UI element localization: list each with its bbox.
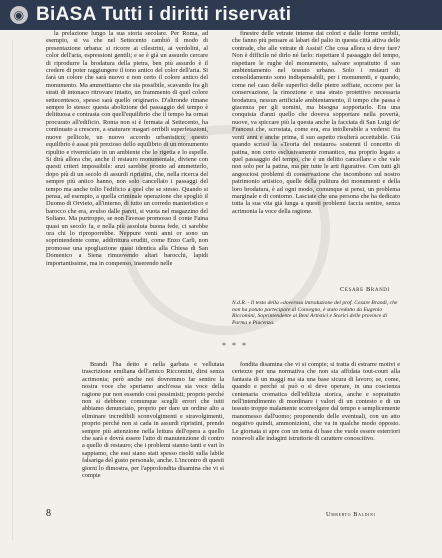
article-column-top-right — [232, 30, 400, 286]
page-gutter-line — [12, 40, 13, 540]
paragraph: la prelazione lungo la sua storia secolare. Per Roma, ad esempio, si va che nel Settecento cambiò il modo di presentazione urbana: si ricorre ai cilestrini, ai verdolini, al color dell'aria, espressioni gentili; e se è già un assurdo cercare di riprodurre la brodatura della pietra, ben più assurdo è il credere di poter raggiungere il tono antico del color dell'aria. Si farà un colore che sarà nuovo e non certo il colore antico del monumento. Ma ammettiamo che sia possibile, scavando fra gli strati di intonaco ritrovare intatto, un frammento di quel colore settecentesco, spesso sarà quello originario. D'altronde rimane sempre lo stesso: questa abolizione del passaggio del tempo è delittuosa e contrasta con quell'equilibrio che il tempo ha ormai procurato all'edificio. Roma non si è fermata al Settecento, ha continuato a crescere, a snaturare magari orribili superfetazioni, nuove pellicole, un nuovo accordo urbanistico; questo equilibrio è assai più prezioso dello equilibrio di un monumento ripulito e rivernicíato in un ambiente che lo rigetta e lo espelle. Si dirà allora che, anche il restauro monumentale, diviene con questi criteri impossibile: anzi sarebbe pronto ad ammetterlo, dopo più di un secolo di assurdi ripristini, che, nella ricerca del sempre più antico hanno, non solo cancellato i passaggi del tempo ma anche tolto l'edificio a quel che se stesso. Quando si pensa, ad esempio, a quella criminale operazione che spogliò il Duomo di Orvieto, all'interno, di tutto un corredo manieristico e barocco che era, avulso dalle pareti, si vuota nel magazzino del Soliano. Ma purtroppo, se non l'avesse promosso il conte Faina quasi un secolo fa, e nella più assoluta buona fede, ci sarebbe ora chi lo riproporrebbe. Neppure venti anni or sono un soprintendente come, addirittura eruditi, come Enzo Carli, non promosse una spogliazione quasi identica alla Chiesa di San Domenico a Siena rimuovendo altari barocchi, lapidi importantissime, ma in compenso, inserendo nelle — [46, 30, 208, 267]
article-column-top-left — [46, 30, 208, 316]
section-ornament: * * * — [222, 341, 248, 350]
banner-text: BiASA Tutti i diritti riservati — [36, 4, 292, 25]
page-number: 8 — [46, 508, 51, 519]
paragraph: Brandi l'ha detto e nella garbata e vellutata trascrizione emiliana dell'amico Riccomini, dirsi senza acrimonia; però anche noi dovremmo far sentire la nostra voce che speriamo anch'essa sia voce della ragione pur non essendo così pessimisti; proprio perché non si debbono comunque sceglli errori che tutti abbiamo denunciato, proprio per dare un ordine alto a eliminare incredibili sconvolgimenti e stravolgimenti, proprio perché non si cada in assurdi ripristini, prendo sempre più attenzione nella lettura dell'opera a quello che sarà e dovrà essere l'atto di manutenzione di contro a quello di restauro; che i problemi stanno tanti e vari lo sappiamo, che essi siano stati spesso risolti sulla labile falsariga del gusto personale, anche. L'incontro di questi giorni lo dimostra, per l'approfondita disamina che vi si compie — [82, 361, 224, 480]
paragraph: fondita disamina che vi si compie; si tratta di estrarre motivi e certezze per una normativa che non sia affidata tout-court alla fantasia di un maggi ma sia una base sicura di lavoro; se, come, quando e perché si può o si deve operare, in una coscienza centenaria cromatica dell'edilizia storica, anche e soprattutto nell'intendimento di mordinare i valori di un contesto e di un tessuto troppo malamente sconvolgere dal tempo e semplicemente manomesso dall'uomo; proponendo delle eventuali, con un atto negativo quindi, ammonizioni, che va in qualche modo opposto. Le giornata si apre con un tema di base che vuole essere esterriori nonevoli alle indagini istruttorie di carattere conoscitivo. — [232, 361, 400, 443]
author-signature: Cesare Brandi — [340, 286, 390, 293]
library-logo-icon: ◉ — [10, 6, 28, 24]
paragraph: finestre delle vetrate intense dai colori e dalle forme orribili, che fanno più pensare ai labari del palio in questa città attiva delle contrade, che alle vetrate di Assisi! Che cosa allora si deve fare? Non è difficile né dirlo né farlo: rispettare il passaggio del tempo, rispettare le rughe del monumento, salvare soprattutto il suo ambientamento nel tessuto urbano. Solo i restauri di consolidamento sono indispensabili, per i monumenti, e quando, come nel caso delle superfici delle pietre soffiate, occorre per la conservazione, la rimozione e una strato protettivo necessaria brodatura, nessun artificiale ambientamento, il tempo che passa è giacenza per gli uomini, ma bisogna sopportarlo. Era una conquista d'anni quello che doveva sopportare nella povertà, nuove, va spiccare più la questa anche la facciata di San Luigi de' Francesi che, scrostata, come era, era intollerabile a vedersi: fra venti anni e anche prima, il suo aspetto risulterà accettabile. Già quando scrissi la «Teoria del restauro» sostenni il concetto di patina, non certo esclusivamente romantico, ma proprio legato a quel passaggio del tempo, che è un delitto cancellare e che vale non solo per la patina, ma per tutte le arti figurative. Con tutti gli angosciosi problemi di conservazione che incombono sul nostro patrimonio artistico, quelle della pulitura dei monumenti e della loro brodatura, è ad ogni modo, comunque si pensi, un problema marginale e di contorno. Lasciate che una persona che ha dedicato tutta la sua vita già lunga a questi problemi faccia sentire, senza acrimonia la voce della ragione. — [232, 30, 400, 215]
article-column-bottom-left — [82, 361, 224, 523]
editor-note: N.d.R. - Il testo della «doverosa introduzione del prof. Cesare Brandi, che non ha potuto partecipare al Convegno, è stato redatto da Eugenio Riccomini, Soprintendente ai Beni Artistici e Storici delle province di Parma e Piacenza. — [232, 300, 398, 326]
copyright-banner — [0, 0, 442, 30]
author-signature-2: Umberto Baldini — [326, 511, 376, 518]
article-column-bottom-right — [232, 361, 400, 517]
